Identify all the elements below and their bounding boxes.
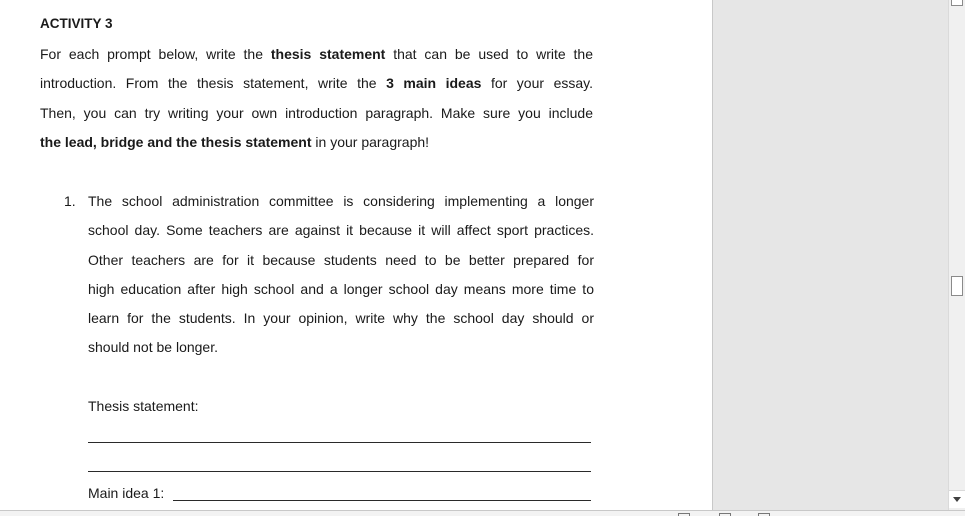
thesis-answer-line-1[interactable] (88, 442, 591, 443)
prompt-1-line-6: should not be longer. (88, 339, 218, 355)
intro-line-3 (40, 105, 593, 123)
vertical-scrollbar[interactable] (948, 0, 965, 510)
intro-line-3-text-a: Then, you can try writing your own introduction paragraph. Make sure you include (40, 105, 593, 121)
scrollbar-thumb[interactable] (951, 276, 963, 296)
intro-line-2-bold: 3 main ideas (386, 75, 482, 91)
activity-heading: ACTIVITY 3 (40, 16, 113, 31)
intro-line-4 (40, 134, 593, 152)
prompt-1-line-5: learn for the students. In your opinion, write why the school day should or (88, 310, 594, 326)
scroll-up-button[interactable] (951, 0, 963, 6)
prompt-1-line-3: Other teachers are for it because students need to be better prepared for (88, 252, 594, 268)
main-idea-1-label: Main idea 1: (88, 485, 165, 501)
prompt-1-line-2: school day. Some teachers are against it because it will affect sport practices. (88, 222, 594, 238)
intro-line-1-text-a: For each prompt below, write the (40, 46, 271, 62)
prompt-1-line-1: The school administration committee is considering implementing a longer (88, 193, 594, 209)
prompt-1-line-4: high education after high school and a longer school day means more time to (88, 281, 594, 297)
intro-line-1 (40, 46, 593, 64)
intro-line-2-text-a: introduction. From the thesis statement, write the (40, 75, 387, 91)
intro-line-4-text-c: in your paragraph! (311, 134, 430, 150)
document-canvas-margin (713, 0, 948, 510)
intro-line-2 (40, 75, 593, 93)
intro-line-2-text-c: for your essay. (481, 75, 593, 91)
intro-line-4-bold: the lead, bridge and the thesis statement (40, 134, 312, 150)
thesis-statement-label: Thesis statement: (88, 398, 199, 414)
main-idea-1-answer-line[interactable] (173, 500, 591, 501)
intro-line-1-bold: thesis statement (270, 46, 386, 62)
status-bar (0, 510, 965, 516)
intro-line-1-text-c: that can be used to write the (385, 46, 593, 62)
chevron-down-icon[interactable] (949, 490, 965, 508)
thesis-answer-line-2[interactable] (88, 471, 591, 472)
prompt-1-number: 1. (64, 193, 76, 209)
